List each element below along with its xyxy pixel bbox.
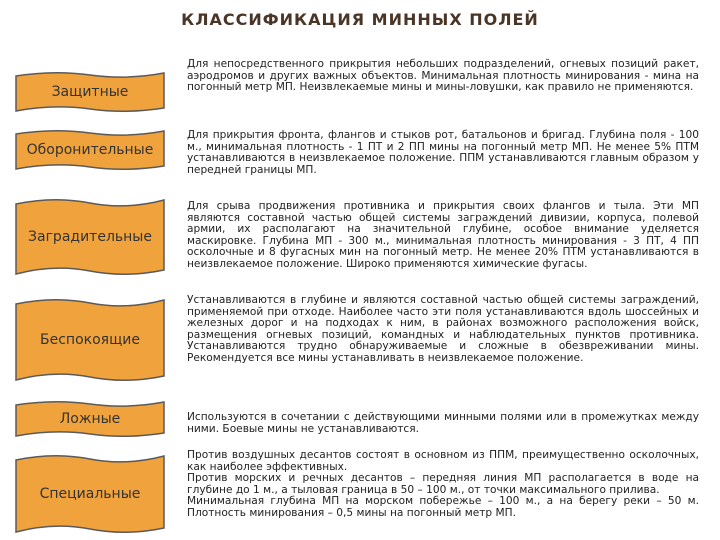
description-bespokoyashchie — [187, 295, 699, 365]
banner-zashchitnye — [14, 70, 166, 114]
description-spetsialnye — [187, 450, 699, 520]
description-text: Для непосредственного прикрытия небольших подразделений, огневых позиций ракет, аэродромов и других важных объектов. Минимальная плотность минирования - мина на погонный метр МП. Неизвлекаемые мины и мины-ловушки, как правило не применяются. — [187, 58, 699, 94]
banner-label: Беспокоящие — [40, 332, 140, 348]
description-text: Используются в сочетании с действующими минными полями или в промежутках между ними. Боевые мины не устанавливаются. — [187, 411, 699, 435]
description-zashchitnye — [187, 59, 699, 94]
description-text: Устанавливаются в глубине и являются составной частью общей системы заграждений, применяемой при отходе. Наиболее часто эти поля устанавливаются вдоль шоссейных и железных дорог и на подходах к ним, в районах возможного расположения войск, размещения огневых позиций, командных и наблюдательных пунктов противника. Устанавливаются трудно обнаруживаемые и сложные в обезвреживании мины. Рекомендуется все мины устанавливать в неизвлекаемое положение. — [187, 294, 699, 364]
banner-bespokoyashchie — [14, 296, 166, 384]
banner-oboronitelnye — [14, 128, 166, 172]
description-oboronitelnye — [187, 130, 699, 176]
banner-label: Оборонительные — [26, 142, 154, 158]
description-lozhnye — [187, 412, 699, 435]
description-paragraph: Минимальная глубина МП на морском побережье – 100 м., а на берегу реки – 50 м. Плотность минирования – 0,5 мины на погонный метр МП. — [187, 495, 699, 519]
description-paragraph: Против морских и речных десантов – передняя линия МП располагается в воде на глубине до 1 м., а тыловая граница в 50 – 100 м., от точки максимального прилива. — [187, 472, 699, 496]
banner-label: Ложные — [59, 411, 121, 427]
description-text: Для срыва продвижения противника и прикрытия своих флангов и тыла. Эти МП являются составной частью общей системы заграждений дивизии, корпуса, полевой армии, их располагают на значительной глубине, особое внимание уделяется маскировке. Глубина МП - 300 м., минимальная плотность минирования - 3 ПТ, 4 ПП осколочные и 8 фугасных мин на погонный метр. Не менее 20% ПТМ устанавливаются в неизвлекаемое положение. Широко применяются химические фугасы. — [187, 200, 699, 270]
description-paragraph: Против воздушных десантов состоят в основном из ППМ, преимущественно осколочных, как наиболее эффективных. — [187, 449, 699, 473]
banner-label: Заградительные — [28, 229, 152, 245]
description-zagraditelnye — [187, 201, 699, 271]
banner-label: Специальные — [39, 486, 141, 502]
banner-zagraditelnye — [14, 196, 166, 278]
banner-lozhnye — [14, 399, 166, 439]
banner-spetsialnye — [14, 452, 166, 536]
banner-label: Защитные — [51, 84, 129, 100]
description-text: Для прикрытия фронта, флангов и стыков рот, батальонов и бригад. Глубина поля - 100 м., минимальная плотность - 1 ПТ и 2 ПП мины на погонный метр МП. Не менее 5% ПТМ устанавливаются в неизвлекаемое положение. ППМ устанавливаются главным образом у передней границы МП. — [187, 129, 699, 176]
page-title: КЛАССИФИКАЦИЯ МИННЫХ ПОЛЕЙ — [181, 10, 539, 29]
